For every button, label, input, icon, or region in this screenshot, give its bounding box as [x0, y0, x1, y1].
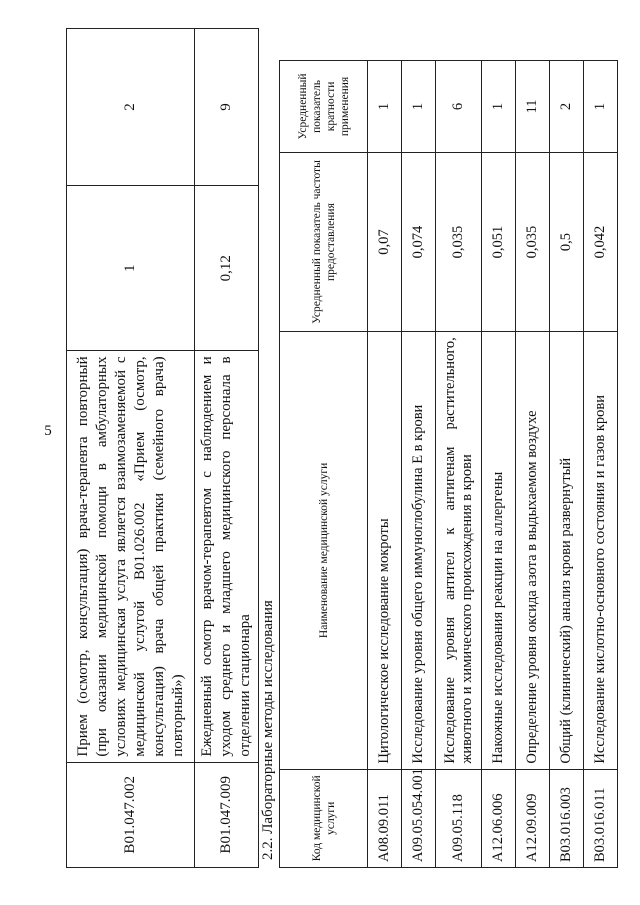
frequency-value: 0,035 — [516, 152, 550, 331]
rotated-page-content — [66, 28, 610, 868]
table-row — [482, 61, 516, 868]
table-row — [402, 61, 436, 868]
frequency-value: 0,5 — [550, 152, 584, 331]
table-row — [195, 29, 259, 868]
service-code: A12.09.009 — [516, 769, 550, 867]
table-row — [550, 61, 584, 868]
table-header-row — [280, 61, 368, 868]
header-name: Наименование медицинской услуги — [280, 332, 368, 769]
service-name: Прием (осмотр, консультация) врача-терапевта повторный (при оказании медицинской помощи в амбулаторных условиях медицинская услуга является взаимозаменяемой с медицинской услугой B01.026.002 «Прием (осмотр, консультация) врача общей практики (семейного врача) повторный») — [67, 351, 195, 762]
table-row — [67, 29, 195, 868]
service-code: B03.016.003 — [550, 769, 584, 867]
multiplicity-value: 2 — [67, 29, 195, 186]
lab-methods-table — [279, 60, 618, 868]
service-code: A08.09.011 — [368, 769, 402, 867]
frequency-value: 0,051 — [482, 152, 516, 331]
multiplicity-value: 9 — [195, 29, 259, 186]
service-name: Общий (клинический) анализ крови развернутый — [550, 332, 584, 769]
page-number: 5 — [44, 423, 52, 439]
table-row — [368, 61, 402, 868]
table-row — [516, 61, 550, 868]
service-name: Исследование кислотно-основного состояния и газов крови — [584, 332, 618, 769]
header-code: Код медицинской услуги — [280, 769, 368, 867]
service-code: B01.047.009 — [195, 762, 259, 867]
frequency-value: 0,07 — [368, 152, 402, 331]
service-code: A12.06.006 — [482, 769, 516, 867]
services-table-continuation — [66, 28, 259, 868]
section-title: 2.2. Лабораторные методы исследования — [260, 600, 276, 860]
service-code: B03.016.011 — [584, 769, 618, 867]
service-name: Ежедневный осмотр врачом-терапевтом с наблюдением и уходом среднего и младшего медицинского персонала в отделении стационара — [195, 351, 259, 762]
table-row — [584, 61, 618, 868]
frequency-value: 0,074 — [402, 152, 436, 331]
multiplicity-value: 1 — [402, 61, 436, 153]
service-code: A09.05.054.001 — [402, 769, 436, 867]
service-code: B01.047.002 — [67, 762, 195, 867]
service-name: Цитологическое исследование мокроты — [368, 332, 402, 769]
multiplicity-value: 1 — [368, 61, 402, 153]
service-name: Накожные исследования реакции на аллергены — [482, 332, 516, 769]
multiplicity-value: 1 — [584, 61, 618, 153]
frequency-value: 1 — [67, 186, 195, 351]
service-code: A09.05.118 — [436, 769, 482, 867]
multiplicity-value: 1 — [482, 61, 516, 153]
header-frequency: Усредненный показатель частоты предоставления — [280, 152, 368, 331]
header-multiplicity: Усредненный показатель кратности применения — [280, 61, 368, 153]
service-name: Исследование уровня антител к антигенам растительного, животного и химического происхождения в крови — [436, 332, 482, 769]
frequency-value: 0,035 — [436, 152, 482, 331]
frequency-value: 0,12 — [195, 186, 259, 351]
multiplicity-value: 6 — [436, 61, 482, 153]
service-name: Исследование уровня общего иммуноглобулина E в крови — [402, 332, 436, 769]
frequency-value: 0,042 — [584, 152, 618, 331]
service-name: Определение уровня оксида азота в выдыхаемом воздухе — [516, 332, 550, 769]
multiplicity-value: 2 — [550, 61, 584, 153]
table-row — [436, 61, 482, 868]
multiplicity-value: 11 — [516, 61, 550, 153]
